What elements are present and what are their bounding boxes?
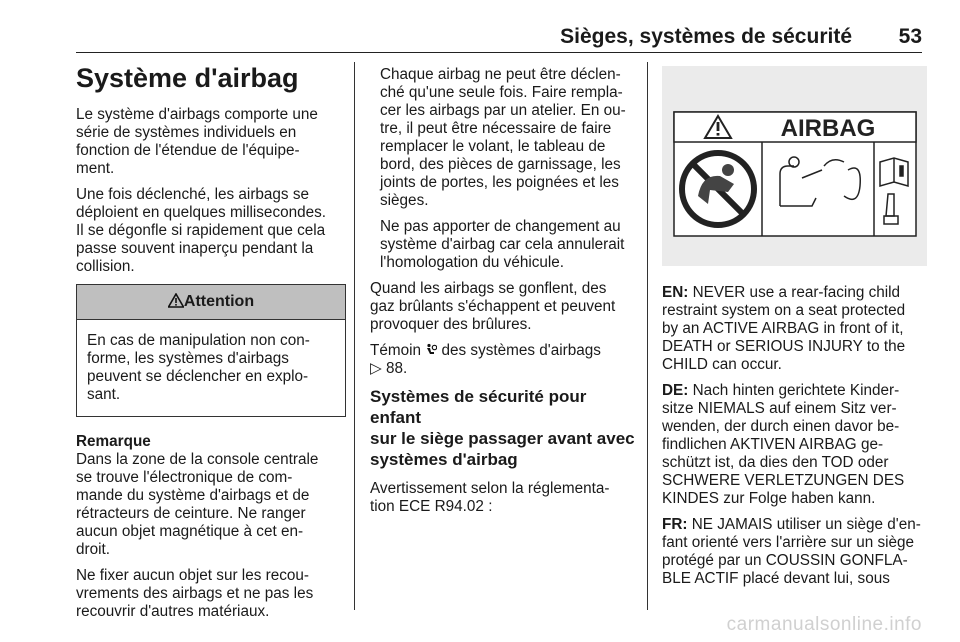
attention-box: [76, 284, 346, 417]
warning-fr-text: NE JAMAIS utiliser un siège d'en- fant orienté vers l'arrière sur un siège protégé par un COUSSIN GONFLA- BLE ACTIF placé devant lui, sous: [662, 516, 921, 587]
lang-label-en: EN:: [662, 284, 689, 301]
warning-en: [662, 284, 927, 374]
page-reference[interactable]: 88.: [386, 360, 408, 377]
subsection-heading: Systèmes de sécurité pour enfant sur le siège passager avant avec systèmes d'airbag: [370, 387, 635, 469]
paragraph: Chaque airbag ne peut être déclen- ché qu'une seule fois. Faire rempla- cer les airbags par un atelier. En ou- tre, il peut être nécessaire de faire remplacer le volant, le tableau de bord, des pièces de garnissage, les joints de portes, les poignées et les sièges.: [380, 66, 626, 209]
airbag-label-text: AIRBAG: [780, 115, 876, 142]
airbag-warning-label-illustration: [662, 66, 927, 266]
paragraph: Une fois déclenché, les airbags se déploient en quelques millisecondes. Il se dégonfle si rapidement que cela passe souvent inaperçu pendant la collision.: [76, 186, 327, 275]
paragraph: Quand les airbags se gonflent, des gaz brûlants s'échappent et peuvent provoquer des brûlures.: [370, 280, 616, 333]
warning-en-text: NEVER use a rear-facing child restraint system on a seat protected by an ACTIVE AIRBAG in front of it, DEATH or SERIOUS INJURY to the CHILD can occur.: [662, 284, 906, 373]
attention-title: Attention: [183, 293, 255, 310]
page-number: 53: [898, 25, 922, 48]
warning-de: [662, 382, 927, 508]
column-divider-1: [354, 62, 355, 610]
temoin-text-2: des systèmes d'airbags: [437, 342, 601, 359]
header-rule: [76, 52, 922, 53]
airbag-warning-light-icon: [425, 343, 437, 357]
paragraph: Le système d'airbags comporte une série de systèmes individuels en fonction de l'étendue de l'équipe- ment.: [76, 106, 318, 177]
page-ref-arrow-icon[interactable]: ▷: [370, 360, 387, 377]
watermark: carmanualsonline.info: [726, 614, 922, 635]
attention-continuation: [370, 66, 635, 272]
temoin-text: Témoin: [370, 342, 426, 359]
paragraph: Ne fixer aucun objet sur les recou- vrements des airbags et ne pas les recouvrir d'autres matériaux.: [76, 567, 314, 620]
warning-triangle-icon: [168, 293, 184, 308]
lang-label-fr: FR:: [662, 516, 688, 533]
column-divider-2: [647, 62, 648, 610]
page-header-title: Sièges, systèmes de sécurité: [560, 25, 852, 48]
warning-fr: [662, 516, 927, 588]
paragraph-warning-light: [370, 342, 635, 378]
attention-header: [77, 285, 345, 320]
column-2: [370, 66, 635, 524]
attention-text: En cas de manipulation non con- forme, les systèmes d'airbags peuvent se déclencher en explo- sant.: [87, 332, 310, 403]
airbag-warning-figure: [662, 66, 927, 266]
note-text: Dans la zone de la console centrale se trouve l'électronique de com- mande du système d'airbags et de rétracteurs de ceinture. Ne ranger aucun objet magnétique à cet en- droit.: [76, 451, 319, 558]
paragraph: Avertissement selon la réglementa- tion ECE R94.02 :: [370, 480, 610, 515]
warning-de-text: Nach hinten gerichtete Kinder- sitze NIEMALS auf einem Sitz ver- wenden, der durch einen davor be- findlichen AKTIVEN AIRBAG ge- schützt ist, da dies den TOD oder SCHWERE VERLETZUNGEN DES KINDES zur Folge haben kann.: [662, 382, 905, 507]
note-label: Remarque: [76, 433, 151, 450]
lang-label-de: DE:: [662, 382, 689, 399]
section-heading: Système d'airbag: [76, 63, 299, 93]
column-1: [76, 60, 346, 629]
column-3: [662, 66, 927, 596]
paragraph: Ne pas apporter de changement au système d'airbag car cela annulerait l'homologation du véhicule.: [380, 218, 625, 271]
